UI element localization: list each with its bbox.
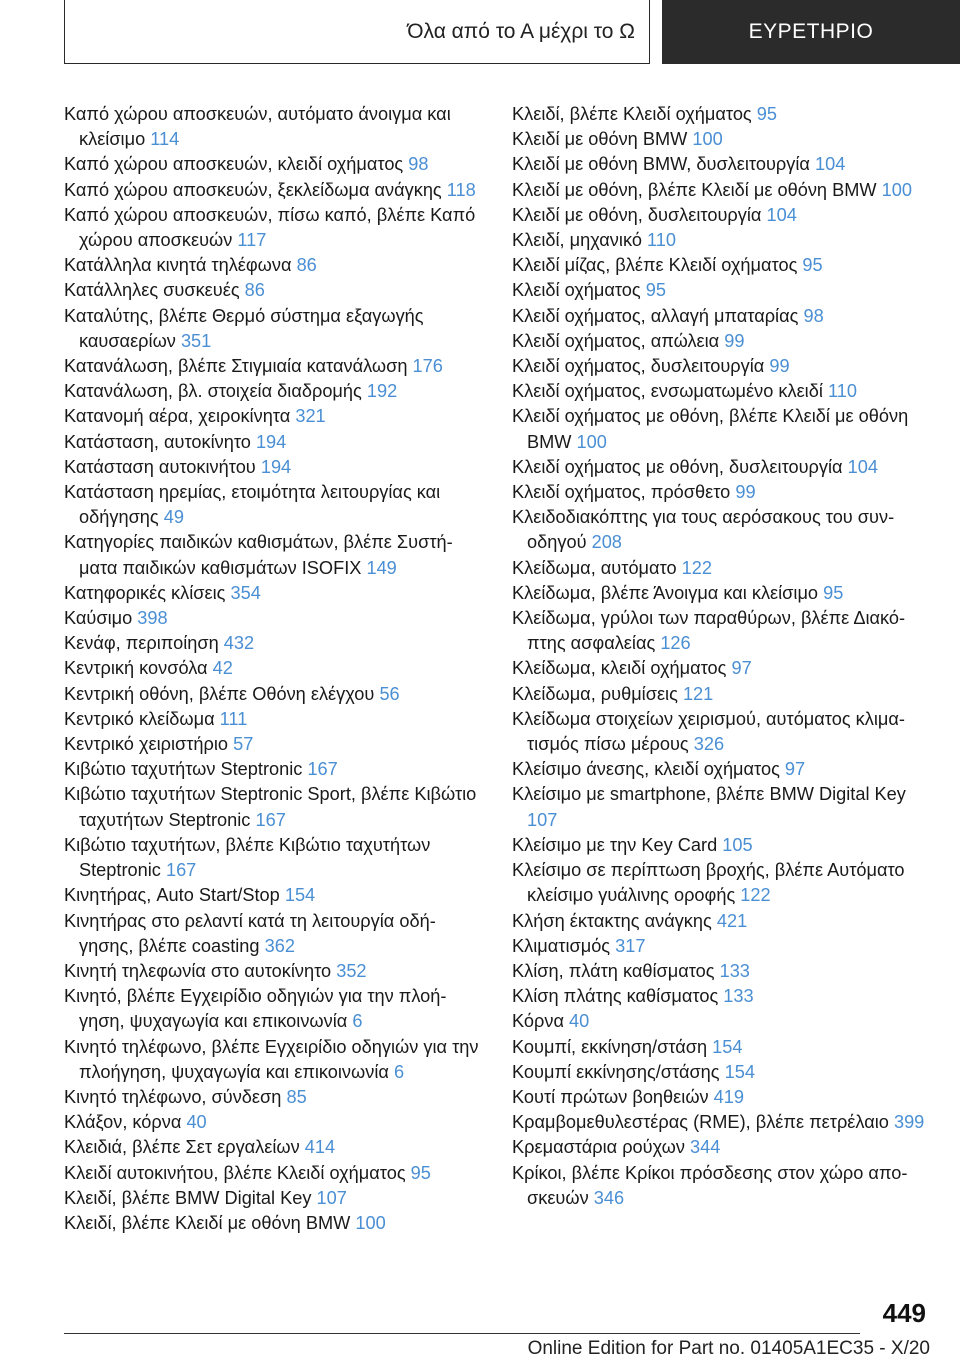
index-entry-page-link[interactable]: 154 [284, 885, 316, 906]
index-column-right [512, 102, 932, 1211]
index-entry-text: Κεντρική οθόνη, βλέπε Οθόνη ελέγχου [64, 683, 375, 704]
index-entry-page-link[interactable]: 56 [379, 683, 400, 704]
index-entry [512, 707, 932, 757]
index-entry-page-link[interactable]: 149 [366, 557, 397, 578]
index-entry-page-link[interactable]: 40 [569, 1011, 590, 1032]
index-entry [512, 178, 932, 203]
index-entry-text: Κινητήρας, Auto Start/Stop [64, 885, 280, 906]
index-entry-text: Κεντρικό χειριστήριο [64, 734, 229, 755]
index-entry [64, 682, 484, 707]
index-entry-text: Κατηγορίες παιδικών καθισμάτων, βλέπε Συστήματα παιδικών καθισμάτων ISOFIX [64, 532, 453, 578]
index-entry-text: Κλειδί αυτοκινήτου, βλέπε Κλειδί οχήματος [64, 1162, 406, 1183]
index-entry-text: Κλειδί, βλέπε BMW Digital Key [64, 1187, 312, 1208]
index-entry-text: Κλείδωμα, γρύλοι των παραθύρων, βλέπε Διακόπτης ασφαλείας [512, 608, 906, 654]
index-entry-text: Κινητή τηλεφωνία στο αυτοκίνητο [64, 960, 332, 981]
index-entry [64, 1110, 484, 1135]
tab-index-label: ΕΥΡΕΤΗΡΙΟ [748, 20, 874, 43]
index-entry-text: Καπό χώρου αποσκευών, κλειδί οχήματος [64, 154, 404, 175]
index-entry-text: Κατάσταση αυτοκινήτου [64, 456, 256, 477]
index-entry-text: Καύσιμο [64, 608, 133, 629]
index-entry [512, 606, 932, 656]
index-entry-text: Κενάφ, περιποίηση [64, 633, 219, 654]
index-entry [64, 203, 484, 253]
index-entry-page-link[interactable]: 6 [352, 1011, 363, 1032]
index-entry [512, 329, 932, 354]
index-entry-page-link[interactable]: 49 [163, 507, 184, 528]
index-entry-text: Κλίση πλάτης καθίσματος [512, 986, 719, 1007]
index-entry-text: Κλειδί οχήματος, πρόσθετο [512, 482, 731, 503]
index-entry-text: Καταλύτης, βλέπε Θερμό σύστημα εξαγωγής καυσαερίων [64, 305, 424, 351]
index-entry [64, 656, 484, 681]
index-entry [512, 782, 932, 832]
index-entry [512, 984, 932, 1009]
index-entry-text: Κινητήρας στο ρελαντί κατά τη λειτουργία οδήγησης, βλέπε coasting [64, 910, 436, 956]
index-entry-page-link[interactable]: 118 [446, 179, 476, 200]
index-entry-text: Κλειδί οχήματος, αλλαγή μπαταρίας [512, 305, 799, 326]
index-entry-page-link[interactable]: 86 [244, 280, 265, 301]
index-entry-page-link[interactable]: 95 [802, 255, 823, 276]
index-entry-page-link[interactable]: 351 [180, 330, 212, 351]
index-entry-text: Κλίση, πλάτη καθίσματος [512, 960, 715, 981]
index-entry-page-link[interactable]: 100 [355, 1212, 386, 1233]
index-entry-page-link[interactable]: 99 [769, 356, 790, 377]
index-entry [512, 682, 932, 707]
index-entry-page-link[interactable]: 192 [366, 381, 398, 402]
index-entry [512, 253, 932, 278]
index-entry-page-link[interactable]: 346 [593, 1187, 625, 1208]
index-entry-text: Κλειδί οχήματος με οθόνη, δυσλειτουργία [512, 456, 843, 477]
index-entry [64, 1085, 484, 1110]
index-entry [64, 883, 484, 908]
footer-edition: Online Edition for Part no. 01405A1EC35 - X/20 [527, 1338, 930, 1359]
index-entry-page-link[interactable]: 107 [527, 809, 558, 830]
index-entry [64, 404, 484, 429]
index-entry [512, 278, 932, 303]
index-entry-text: Κουτί πρώτων βοηθειών [512, 1086, 709, 1107]
index-entry-text: Κιβώτιο ταχυτήτων, βλέπε Κιβώτιο ταχυτήτων Steptronic [64, 834, 431, 881]
index-entry [512, 556, 932, 581]
index-entry [64, 152, 484, 177]
index-entry-page-link[interactable]: 98 [803, 305, 824, 326]
index-entry-page-link[interactable]: 104 [766, 204, 797, 225]
index-entry-page-link[interactable]: 194 [255, 431, 287, 452]
index-entry-page-link[interactable]: 117 [237, 230, 267, 251]
index-entry-page-link[interactable]: 97 [731, 658, 752, 679]
index-entry-page-link[interactable]: 104 [814, 154, 846, 175]
index-entry [512, 757, 932, 782]
index-entry-page-link[interactable]: 133 [723, 986, 754, 1007]
index-entry-page-link[interactable]: 167 [165, 860, 197, 881]
index-entry-page-link[interactable]: 99 [735, 482, 756, 503]
index-entry [512, 203, 932, 228]
index-entry [512, 909, 932, 934]
index-entry [512, 379, 932, 404]
index-entry-text: Κλειδί, βλέπε Κλειδί οχήματος [512, 104, 752, 124]
index-entry [64, 909, 484, 959]
index-entry [64, 707, 484, 732]
index-entry-page-link[interactable]: 122 [681, 557, 713, 578]
index-entry [64, 354, 484, 379]
index-entry [64, 606, 484, 631]
index-entry-page-link[interactable]: 398 [137, 608, 168, 629]
index-entry-page-link[interactable]: 419 [713, 1086, 745, 1107]
index-entry [64, 530, 484, 580]
index-entry [64, 379, 484, 404]
index-entry-text: Κλειδί μίζας, βλέπε Κλειδί οχήματος [512, 255, 798, 276]
index-entry-page-link[interactable]: 42 [212, 658, 233, 679]
index-entry-text: Κεντρική κονσόλα [64, 658, 208, 679]
index-entry-text: Κλειδί, βλέπε Κλειδί με οθόνη BMW [64, 1212, 351, 1233]
index-entry-text: Κλειδί οχήματος, ενσωματωμένο κλειδί [512, 381, 823, 402]
index-entry-text: Κινητό, βλέπε Εγχειρίδιο οδηγιών για την πλοήγηση, ψυχαγωγία και επικοινωνία [64, 986, 447, 1032]
index-entry [512, 102, 932, 127]
index-entry [64, 782, 484, 832]
index-entry-text: Κατανάλωση, βλ. στοιχεία διαδρομής [64, 381, 362, 402]
index-entry [512, 1009, 932, 1034]
index-entry-text: Κλειδί με οθόνη, βλέπε Κλειδί με οθόνη BMW [512, 179, 877, 200]
index-entry-page-link[interactable]: 99 [724, 330, 745, 351]
index-entry-text: Κατανομή αέρα, χειροκίνητα [64, 406, 291, 427]
index-entry-page-link[interactable]: 114 [150, 129, 180, 150]
index-entry-text: Κλείσιμο με smartphone, βλέπε BMW Digital Key [512, 784, 906, 805]
index-entry-page-link[interactable]: 110 [827, 381, 857, 402]
page-number: 449 [882, 1298, 926, 1328]
index-entry [512, 1060, 932, 1085]
index-entry-page-link[interactable]: 176 [412, 356, 443, 377]
index-entry-text: Κλείσιμο σε περίπτωση βροχής, βλέπε Αυτόματο κλείσιμο γυάλινης οροφής [512, 860, 905, 906]
index-entry [512, 228, 932, 253]
index-entry-page-link[interactable]: 104 [847, 456, 878, 477]
index-entry [64, 430, 484, 455]
index-entry-text: Κλειδί οχήματος [512, 280, 641, 301]
index-entry-text: Κλείδωμα, αυτόματο [512, 557, 677, 578]
index-entry-page-link[interactable]: 167 [307, 759, 338, 780]
index-entry-page-link[interactable]: 354 [230, 582, 261, 603]
index-entry-page-link[interactable]: 154 [712, 1036, 743, 1057]
index-entry-page-link[interactable]: 344 [690, 1137, 721, 1158]
index-entry-page-link[interactable]: 414 [304, 1137, 336, 1158]
index-entry [64, 480, 484, 530]
index-entry-text: Κατάλληλες συσκευές [64, 280, 240, 301]
index-entry-page-link[interactable]: 326 [693, 734, 725, 755]
index-entry-text: Κατηφορικές κλίσεις [64, 582, 226, 603]
index-entry-page-link[interactable]: 208 [591, 532, 622, 553]
index-entry-page-link[interactable]: 362 [264, 935, 295, 956]
index-entry [512, 1161, 932, 1211]
index-entry-text: Κλείδωμα, ρυθμίσεις [512, 683, 678, 704]
index-entry-page-link[interactable]: 95 [823, 582, 844, 603]
index-entry-page-link[interactable]: 121 [682, 683, 714, 704]
index-entry-page-link[interactable]: 100 [881, 179, 912, 200]
index-entry-text: Κλειδί με οθόνη BMW [512, 129, 688, 150]
index-entry-text: Καπό χώρου αποσκευών, πίσω καπό, βλέπε Καπό χώρου αποσκευών [64, 204, 476, 251]
index-entry-page-link[interactable]: 317 [615, 935, 646, 956]
index-entry [512, 455, 932, 480]
index-entry-page-link[interactable]: 100 [692, 129, 723, 150]
index-entry [512, 480, 932, 505]
index-entry-text: Κουμπί, εκκίνηση/στάση [512, 1036, 708, 1057]
index-entry-text: Κρεμαστάρια ρούχων [512, 1137, 685, 1158]
index-entry [512, 404, 932, 454]
index-entry [64, 1186, 484, 1211]
index-entry [64, 455, 484, 480]
index-entry-page-link[interactable]: 57 [233, 734, 254, 755]
index-entry-page-link[interactable]: 86 [296, 255, 317, 276]
footer-divider [64, 1333, 860, 1334]
index-entry [512, 1035, 932, 1060]
index-entry-text: Κρίκοι, βλέπε Κρίκοι πρόσδεσης στον χώρο αποσκευών [512, 1162, 908, 1208]
index-entry-text: Κόρνα [512, 1011, 564, 1032]
index-entry-text: Κατάσταση, αυτοκίνητο [64, 431, 251, 452]
index-entry-page-link[interactable]: 100 [576, 431, 607, 452]
index-entry-text: Κιβώτιο ταχυτήτων Steptronic Sport, βλέπε Κιβώτιο ταχυτήτων Steptronic [64, 784, 477, 830]
index-entry [64, 833, 484, 883]
index-entry-text: Κιβώτιο ταχυτήτων Steptronic [64, 759, 303, 780]
index-entry-page-link[interactable]: 95 [756, 104, 777, 124]
index-entry-text: Κλειδί οχήματος με οθόνη, βλέπε Κλειδί με οθόνη BMW [512, 406, 909, 452]
index-columns [64, 102, 944, 1262]
index-entry [512, 1110, 932, 1135]
index-entry-page-link[interactable]: 6 [393, 1061, 405, 1082]
index-entry [512, 1135, 932, 1160]
index-entry [64, 304, 484, 354]
index-entry [512, 1085, 932, 1110]
index-entry-text: Κλείδωμα στοιχείων χειρισμού, αυτόματος κλιματισμός πίσω μέρους [512, 708, 905, 755]
index-entry-page-link[interactable]: 352 [336, 960, 367, 981]
index-entry [64, 732, 484, 757]
index-entry-text: Κουμπί εκκίνησης/στάσης [512, 1061, 720, 1082]
index-entry [512, 934, 932, 959]
index-entry [64, 278, 484, 303]
index-entry [64, 178, 484, 203]
index-entry-page-link[interactable]: 321 [295, 406, 326, 427]
index-entry-page-link[interactable]: 167 [255, 809, 286, 830]
index-entry-page-link[interactable]: 133 [719, 960, 750, 981]
index-entry [512, 354, 932, 379]
index-entry [64, 253, 484, 278]
index-entry-text: Κλειδί με οθόνη BMW, δυσλειτουργία [512, 154, 810, 175]
tab-a-to-z-label: Όλα από το Α μέχρι το Ω [407, 19, 635, 43]
index-entry [512, 656, 932, 681]
index-entry [64, 757, 484, 782]
index-entry-text: Κλιματισμός [512, 935, 611, 956]
index-entry-page-link[interactable]: 95 [645, 280, 666, 301]
index-entry [512, 127, 932, 152]
index-entry-text: Κατανάλωση, βλέπε Στιγμιαία κατανάλωση [64, 356, 408, 377]
index-entry-text: Κατάσταση ηρεμίας, ετοιμότητα λειτουργίας και οδήγησης [64, 482, 441, 528]
index-entry [64, 1211, 484, 1236]
index-entry-page-link[interactable]: 107 [316, 1187, 347, 1208]
index-entry [64, 1135, 484, 1160]
index-entry-text: Κλειδί, μηχανικό [512, 230, 642, 251]
index-entry-text: Κλείδωμα, βλέπε Άνοιγμα και κλείσιμο [512, 582, 819, 603]
header-tabs [64, 0, 960, 66]
index-entry-text: Κλειδί οχήματος, δυσλειτουργία [512, 356, 765, 377]
tab-a-to-z[interactable] [64, 0, 650, 64]
index-entry-page-link[interactable]: 97 [784, 759, 806, 780]
index-entry-text: Κραμβομεθυλεστέρας (RME), βλέπε πετρέλαιο [512, 1112, 889, 1133]
index-entry-page-link[interactable]: 421 [716, 910, 748, 931]
index-entry-text: Καπό χώρου αποσκευών, ξεκλείδωμα ανάγκης [64, 179, 442, 200]
index-entry [64, 1035, 484, 1085]
index-entry-page-link[interactable]: 126 [660, 633, 691, 654]
index-entry-page-link[interactable]: 194 [260, 456, 292, 477]
index-entry [512, 152, 932, 177]
index-entry-page-link[interactable]: 154 [724, 1061, 755, 1082]
index-entry-page-link[interactable]: 110 [647, 230, 676, 251]
index-entry-text: Καπό χώρου αποσκευών, αυτόματο άνοιγμα και κλείσιμο [64, 104, 451, 150]
index-entry-text: Κλήση έκτακτης ανάγκης [512, 910, 712, 931]
index-entry-text: Κλείδωμα, κλειδί οχήματος [512, 658, 727, 679]
index-entry-text: Κλείσιμο με την Key Card [512, 834, 718, 855]
index-entry-page-link[interactable]: 85 [286, 1086, 307, 1107]
index-entry-text: Κλειδί με οθόνη, δυσλειτουργία [512, 204, 762, 225]
index-entry-page-link[interactable]: 399 [893, 1112, 925, 1133]
index-entry [64, 102, 484, 152]
index-entry-page-link[interactable]: 40 [186, 1112, 207, 1133]
index-entry [512, 959, 932, 984]
tab-index[interactable] [662, 0, 960, 64]
index-entry [64, 1161, 484, 1186]
index-entry-page-link[interactable]: 105 [722, 834, 753, 855]
index-entry-text: Κινητό τηλέφωνο, σύνδεση [64, 1086, 282, 1107]
index-entry-page-link[interactable]: 432 [223, 633, 255, 654]
index-entry [64, 631, 484, 656]
index-entry-text: Κλειδιά, βλέπε Σετ εργαλείων [64, 1137, 300, 1158]
index-entry [512, 304, 932, 329]
index-entry-page-link[interactable]: 98 [408, 154, 429, 175]
index-entry [64, 581, 484, 606]
index-entry [64, 959, 484, 984]
index-entry-text: Κλειδί οχήματος, απώλεια [512, 330, 720, 351]
index-entry-page-link[interactable]: 95 [410, 1162, 431, 1183]
index-entry [64, 984, 484, 1034]
index-entry [512, 505, 932, 555]
index-entry-text: Κατάλληλα κινητά τηλέφωνα [64, 255, 292, 276]
index-entry [512, 858, 932, 908]
index-entry-text: Κλειδοδιακόπτης για τους αερόσακους του συνοδηγού [512, 507, 895, 553]
index-entry-page-link[interactable]: 122 [740, 885, 771, 906]
index-column-left [64, 102, 484, 1236]
index-entry-text: Κλάξον, κόρνα [64, 1112, 182, 1133]
index-entry-text: Κινητό τηλέφωνο, βλέπε Εγχειρίδιο οδηγιών για την πλοήγηση, ψυχαγωγία και επικοινωνία [64, 1036, 479, 1082]
index-entry-text: Κεντρικό κλείδωμα [64, 708, 215, 729]
index-entry-text: Κλείσιμο άνεσης, κλειδί οχήματος [512, 759, 780, 780]
index-entry [512, 581, 932, 606]
index-entry [512, 833, 932, 858]
index-entry-page-link[interactable]: 111 [219, 708, 248, 729]
